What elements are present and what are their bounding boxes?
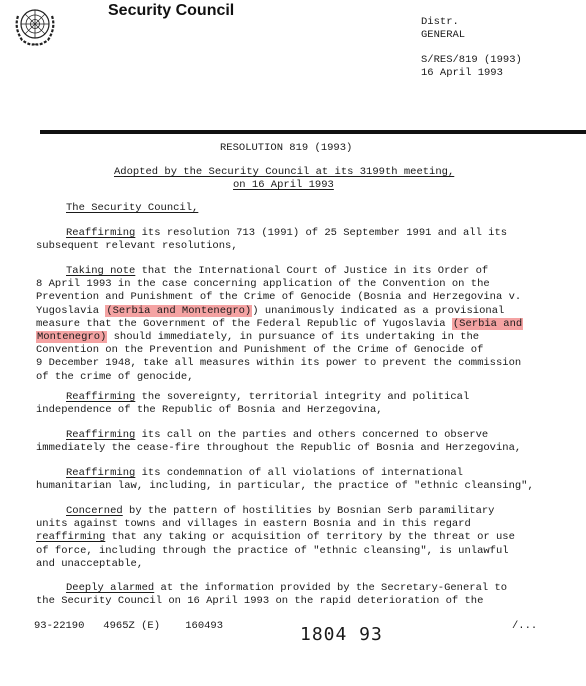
- p4-line1: its call on the parties and others concerned to observe: [135, 429, 489, 441]
- paragraph-1: [36, 227, 507, 253]
- p2-line7: Convention on the Prevention and Punishment of the Crime of Genocide of: [36, 344, 484, 357]
- organization-title: Security Council: [108, 2, 235, 19]
- p2-line4-b: ) unanimously indicated as a provisional: [252, 304, 505, 317]
- adopted-line-1: Adopted by the Security Council at its 3199th meeting,: [114, 166, 455, 178]
- document-symbol: S/RES/819 (1993): [421, 54, 522, 66]
- distr-value: GENERAL: [421, 29, 466, 41]
- p5-line2: humanitarian law, including, in particular, the practice of "ethnic cleansing",: [36, 480, 534, 493]
- p6-lead2: reaffirming: [36, 531, 106, 544]
- p2-line3: Prevention and Punishment of the Crime of Genocide (Bosnia and Herzegovina v.: [36, 291, 522, 304]
- p2-line6-b: should immediately, in pursuance of its undertaking in the: [107, 331, 480, 344]
- header-rule: [40, 130, 586, 134]
- p1-line1: its resolution 713 (1991) of 25 September 1991 and all its: [135, 227, 508, 239]
- p7-lead: Deeply alarmed: [66, 582, 155, 594]
- highlight-serbia-montenegro-1: (Serbia and Montenegro): [106, 304, 252, 317]
- paragraph-6: [36, 505, 515, 571]
- document-symbol-block: [421, 54, 522, 80]
- p2-line2: 8 April 1993 in the case concerning application of the Convention on the: [36, 278, 490, 291]
- preamble-intro-text: The Security Council,: [66, 202, 199, 214]
- p1-line2: subsequent relevant resolutions,: [36, 240, 238, 253]
- distr-label: Distr.: [421, 16, 459, 28]
- p7-line1: at the information provided by the Secretary-General to: [154, 582, 508, 594]
- paragraph-7: [36, 582, 507, 608]
- p2-line4-a: Yugoslavia: [36, 304, 106, 317]
- highlight-serbia-montenegro-2b: Montenegro): [37, 331, 107, 344]
- p2-line8: 9 December 1948, take all measures within its power to prevent the commission: [36, 357, 522, 370]
- p3-line1: the sovereignty, territorial integrity and political: [135, 391, 470, 403]
- paragraph-2: [36, 265, 523, 384]
- p3-line2: independence of the Republic of Bosnia and Herzegovina,: [36, 404, 383, 417]
- p2-line1: that the International Court of Justice in its Order of: [135, 265, 489, 277]
- footer-continued: /...: [512, 620, 538, 632]
- un-emblem-icon: [12, 2, 58, 48]
- paragraph-5: [36, 467, 534, 493]
- preamble-intro: [66, 202, 198, 215]
- paragraph-4: [36, 429, 521, 455]
- adopted-line-2: on 16 April 1993: [233, 179, 334, 191]
- p6-line2: units against towns and villages in eastern Bosnia and in this regard: [36, 518, 471, 531]
- p7-line2: the Security Council on 16 April 1993 on the rapid deterioration of the: [36, 595, 484, 608]
- highlight-serbia-montenegro-2a: (Serbia and: [452, 317, 523, 330]
- resolution-title: RESOLUTION 819 (1993): [220, 142, 353, 154]
- p2-line5-a: measure that the Government of the Federal Republic of Yugoslavia: [36, 317, 452, 330]
- footer-job-number: 93-22190 4965Z (E) 160493: [34, 620, 224, 632]
- p6-line1: by the pattern of hostilities by Bosnian Serb paramilitary: [122, 505, 495, 517]
- p3-lead: Reaffirming: [66, 391, 136, 403]
- p6-line4: of force, including through the practice of "ethnic cleansing", is unlawful: [36, 544, 509, 557]
- footer-stamp: 1804 93: [300, 624, 383, 645]
- p2-line9: of the crime of genocide,: [36, 370, 194, 383]
- p2-lead: Taking note: [66, 265, 136, 277]
- paragraph-3: [36, 391, 469, 417]
- p5-line1: its condemnation of all violations of international: [135, 467, 463, 479]
- p5-lead: Reaffirming: [66, 467, 136, 479]
- p6-line5: and unacceptable,: [36, 557, 144, 570]
- p4-line2: immediately the cease-fire throughout the Republic of Bosnia and Herzegovina,: [36, 442, 522, 455]
- p1-lead: Reaffirming: [66, 227, 136, 239]
- document-date: 16 April 1993: [421, 67, 503, 79]
- p6-line3: that any taking or acquisition of territory by the threat or use: [105, 531, 515, 544]
- p4-lead: Reaffirming: [66, 429, 136, 441]
- distribution-block: [421, 16, 465, 42]
- p6-lead: Concerned: [66, 505, 123, 517]
